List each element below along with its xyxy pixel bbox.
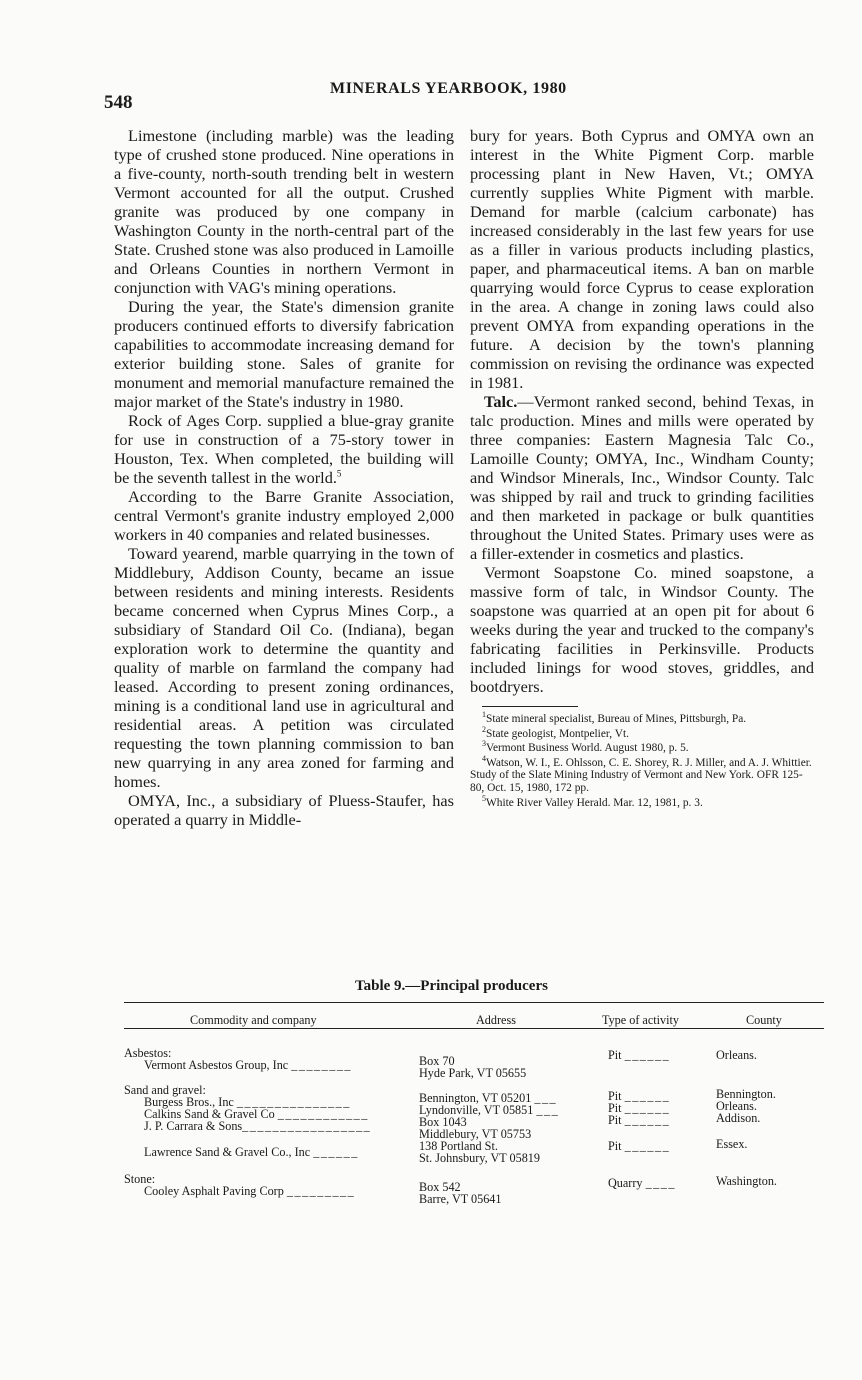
column-header: Commodity and company (190, 1013, 317, 1027)
company-name-text: Lawrence Sand & Gravel Co., Inc (144, 1145, 311, 1159)
activity-type: Pit ______ (608, 1048, 671, 1062)
paragraph-rock-of-ages-text: Rock of Ages Corp. supplied a blue-gray granite for use in construction of a 75-story tower in Houston, Tex. When completed, the building will be the seventh tallest in the world. (114, 411, 454, 487)
commodity-label: Sand and gravel: (124, 1083, 206, 1097)
page-number: 548 (104, 92, 133, 113)
address-line-text: Lyndonville, VT 05851 (419, 1103, 534, 1117)
company-name: Burgess Bros., Inc _______________ (144, 1095, 351, 1109)
address-line: Hyde Park, VT 05655 (419, 1066, 527, 1080)
company-name-text: Vermont Asbestos Group, Inc (144, 1058, 289, 1072)
footnotes (470, 710, 814, 809)
column-header: County (746, 1013, 782, 1027)
address-line: Box 1043 (419, 1115, 467, 1129)
activity-type-text: Pit (608, 1101, 622, 1115)
commodity-label: Stone: (124, 1172, 156, 1186)
paragraph-barre-association: According to the Barre Granite Association, central Vermont's granite industry employed 2,000 workers in 40 companies and related businesses. (114, 487, 454, 544)
company-name-text: J. P. Carrara & Sons (144, 1119, 243, 1133)
commodity-label: Asbestos: (124, 1046, 172, 1060)
county: Addison. (716, 1111, 761, 1125)
footnote-number: 3 (482, 739, 486, 749)
footnote (470, 753, 814, 795)
footnote-ref: 5 (336, 468, 342, 479)
paragraph-omya: OMYA, Inc., a subsidiary of Pluess-Staufer, has operated a quarry in Middle- (114, 791, 454, 829)
county: Orleans. (716, 1048, 757, 1062)
address-line: Lyndonville, VT 05851 ___ (419, 1103, 560, 1117)
address-line: Barre, VT 05641 (419, 1192, 502, 1206)
activity-type-text: Pit (608, 1089, 622, 1103)
activity-type-text: Pit (608, 1113, 622, 1127)
footnote-number: 4 (482, 753, 486, 763)
activity-type: Pit ______ (608, 1139, 671, 1153)
paragraph-limestone: Limestone (including marble) was the leading type of crushed stone produced. Nine operations in a five-county, north-south trending belt in western Vermont accounted for all the output. Crushed granite was produced by one company in Washington County in the north-central part of the State. Crushed stone was also produced in Lamoille and Orleans Counties in northern Vermont in conjunction with VAG's mining operations. (114, 126, 454, 297)
column-header: Type of activity (602, 1013, 679, 1027)
activity-type: Pit ______ (608, 1113, 671, 1127)
paragraph-soapstone: Vermont Soapstone Co. mined soapstone, a massive form of talc, in Windsor County. The soapstone was quarried at an open pit for about 6 weeks during the year and trucked to the company's fabricating facilities in Perkinsville. Products included linings for wood stoves, griddles, and bootdryers. (470, 563, 814, 696)
table-title: Table 9.—Principal producers (355, 978, 548, 994)
activity-type-text: Pit (608, 1139, 622, 1153)
address-line: Middlebury, VT 05753 (419, 1127, 532, 1141)
address-line: Box 542 (419, 1180, 461, 1194)
county: Washington. (716, 1174, 777, 1188)
address-line: St. Johnsbury, VT 05819 (419, 1151, 540, 1165)
footnote-number: 5 (482, 793, 486, 803)
footnote-text: Vermont Business World. August 1980, p. 5. (486, 742, 689, 755)
paragraph-dimension-granite: During the year, the State's dimension granite producers continued efforts to diversify fabrication capabilities to accommodate increasing demand for exterior building stone. Sales of granite for monument and memorial manufacture remained the major market of the State's industry in 1980. (114, 297, 454, 411)
footnote-number: 1 (482, 710, 486, 720)
activity-type: Quarry ____ (608, 1176, 676, 1190)
address-line: Bennington, VT 05201 ___ (419, 1091, 558, 1105)
footnote (470, 710, 814, 726)
county: Bennington. (716, 1087, 776, 1101)
activity-type-text: Quarry (608, 1176, 643, 1190)
column-header: Address (476, 1013, 516, 1027)
producers-table (124, 1002, 824, 1206)
footnote (470, 793, 814, 810)
footnote (470, 724, 814, 741)
company-name-text: Burgess Bros., Inc (144, 1095, 234, 1109)
paragraph-talc (470, 392, 814, 563)
footnote-divider (482, 706, 578, 707)
activity-type: Pit ______ (608, 1101, 671, 1115)
footnote-text: State geologist, Montpelier, Vt. (486, 727, 629, 740)
company-name: Cooley Asphalt Paving Corp _________ (144, 1184, 356, 1198)
table-header-rule (124, 1028, 824, 1029)
address-line: 138 Portland St. (419, 1139, 498, 1153)
company-name-text: Calkins Sand & Gravel Co (144, 1107, 275, 1121)
address-line: Box 70 (419, 1054, 455, 1068)
activity-type: Pit ______ (608, 1089, 671, 1103)
talc-text: —Vermont ranked second, behind Texas, in talc production. Mines and mills were operated by three companies: Eastern Magnesia Talc Co., Lamoille County; OMYA, Inc., Windham County; and Windsor Minerals, Inc., Windsor County. Talc was shipped by rail and truck to grinding facilities and then marketed in package or bulk quantities throughout the United States. Primary uses were as a filler-extender in cosmetics and plastics. (470, 392, 814, 563)
activity-type-text: Pit (608, 1048, 622, 1062)
talc-heading: Talc. (484, 392, 518, 411)
company-name: Calkins Sand & Gravel Co ____________ (144, 1107, 369, 1121)
company-name: Lawrence Sand & Gravel Co., Inc ______ (144, 1145, 359, 1159)
left-column (114, 126, 454, 829)
running-title: MINERALS YEARBOOK, 1980 (330, 80, 567, 97)
table-header (124, 1003, 824, 1025)
paragraph-continuation: bury for years. Both Cyprus and OMYA own an interest in the White Pigment Corp. marble processing plant in New Haven, Vt.; OMYA currently supplies White Pigment with marble. Demand for marble (calcium carbonate) has increased considerably in the last few years for use as a filler in various products including plastics, paper, and pharmaceutical items. A ban on marble quarrying would force Cyprus to cease exploration in the area. A change in zoning laws could also prevent OMYA from expanding operations in the future. A decision by the town's planning commission on revising the ordinance was expected in 1981. (470, 126, 814, 392)
address-line-text: Bennington, VT 05201 (419, 1091, 532, 1105)
paragraph-rock-of-ages (114, 411, 454, 487)
company-name: J. P. Carrara & Sons_________________ (144, 1119, 372, 1133)
footnote-text: Watson, W. I., E. Ohlsson, C. E. Shorey, R. J. Miller, and A. J. Whittier. Study of the Slate Mining Industry of Vermont and New York. OFR 125-80, Oct. 15, 1980, 172 pp. (470, 756, 812, 794)
footnote-text: State mineral specialist, Bureau of Mines, Pittsburgh, Pa. (486, 713, 747, 725)
footnote-number: 2 (482, 724, 486, 734)
county: Essex. (716, 1137, 748, 1151)
footnote-text: White River Valley Herald. Mar. 12, 1981, p. 3. (486, 796, 703, 809)
county: Orleans. (716, 1099, 757, 1113)
company-name-text: Cooley Asphalt Paving Corp (144, 1184, 284, 1198)
paragraph-middlebury: Toward yearend, marble quarrying in the town of Middlebury, Addison County, became an issue between residents and mining interests. Residents became concerned when Cyprus Mines Corp., a subsidiary of Standard Oil Co. (Indiana), began exploration work to determine the quantity and quality of marble on farmland the company had leased. According to present zoning ordinances, mining is a conditional land use in agricultural and residential areas. A petition was circulated requesting the town planning commission to ban new quarrying in any area zoned for farming and homes. (114, 544, 454, 791)
right-column (470, 126, 814, 811)
company-name: Vermont Asbestos Group, Inc ________ (144, 1058, 352, 1072)
footnote (470, 739, 814, 755)
